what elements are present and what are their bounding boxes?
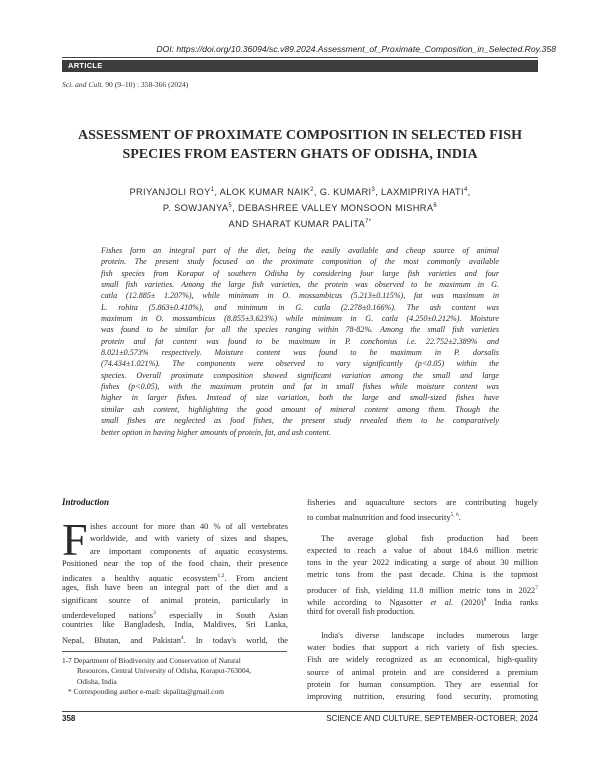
body-line [307, 582, 538, 594]
body-line: Positioned near the top of the food chain, their presence [62, 558, 288, 568]
author-list [62, 183, 538, 231]
citation-volume: 90 (9–10) : 358-366 (2024) [103, 80, 189, 89]
ref-mark: 5, 6 [450, 512, 459, 519]
citation-journal: Sci. and Cult. [62, 80, 104, 89]
doi-line: DOI: https://doi.org/10.36094/sc.v89.2024.Assessment_of_Proximate_Composition_in_Selected.Roy.358 [156, 44, 556, 54]
abstract-line: was found to be similar for all the species ranging within 78-82%. Among the small fish varieties [101, 325, 499, 335]
author-name: SHARAT KUMAR PALITA [252, 219, 366, 230]
body-text: while according to Ngasotter [307, 597, 423, 607]
footnote-rule [62, 651, 287, 652]
section-banner [62, 60, 538, 72]
abstract-line: protein and fat content was found to be maximum in P. conchonius i.e. 22.752±2.389% and [101, 336, 499, 346]
author-line: P. SOWJANYA$^5$, DEBASHREE VALLEY MONSOON MISHRA$^6$ [162, 203, 438, 214]
abstract-line: catla (12.885± 1.207%), while minimum in O. mossambicus (5.213±0.115%), fat was maximum in [101, 291, 499, 301]
body-text: Nepal, Bhutan, and Pakistan [62, 635, 181, 644]
body-line: improving nutrition, ensuring food security, promoting [307, 692, 538, 702]
abstract [101, 245, 499, 438]
body-line: Fish are widely recognized as an economical, high-quality [307, 655, 538, 665]
title-line: ASSESSMENT OF PROXIMATE COMPOSITION IN SELECTED FISH [78, 128, 522, 143]
author-name: P. SOWJANYA [162, 203, 229, 214]
abstract-line: 8.021±0.573% respectively. Moisture content was found to be maximum in P. dorsalis [101, 348, 499, 358]
author-name: DEBASHREE VALLEY MONSOON MISHRA [237, 203, 434, 214]
body-text: underdeveloped nations [62, 610, 154, 620]
body-line: India's diverse landscape includes numerous large [321, 630, 538, 640]
body-text: (2020) [453, 597, 484, 607]
body-line [62, 570, 288, 582]
author-line [62, 215, 538, 231]
body-text: India ranks [486, 597, 538, 607]
body-line: fisheries and aquaculture sectors are contributing hugely [307, 498, 538, 507]
ref-mark: 7 [535, 584, 538, 591]
author-affil-mark: 3 [371, 187, 376, 193]
author-name: PRIYANJOLI ROY [129, 187, 211, 198]
abstract-line: protein. The present study focused on the proximate composition of the most commonly available [101, 257, 499, 267]
paragraph-gap [307, 522, 538, 533]
author-name: G. KUMARI [319, 187, 372, 198]
body-text: to combat malnutrition and food insecurity [307, 513, 451, 522]
body-line [307, 594, 538, 606]
body-line: protein for human consumption. They are essential for [307, 679, 538, 689]
page-number: 358 [62, 714, 76, 723]
body-line: third for overall fish production. [307, 607, 416, 617]
body-line [62, 632, 288, 644]
footnote-line: Odisha, India [77, 676, 117, 686]
intro-left-column [62, 497, 288, 644]
body-line: metric tons from the past decade. China is the topmost [307, 570, 538, 580]
author-name: LAXMIPRIYA HATI [381, 187, 464, 198]
author-affil-mark: 5 [228, 203, 233, 210]
body-line: significant source of animal protein, particularly in [62, 595, 288, 605]
footnote-line: 1-7 Department of Biodiversity and Conservation of Natural [62, 656, 241, 665]
paper-title [62, 126, 538, 164]
body-line: ages, fish have been an integral part of the diet and a [62, 583, 288, 593]
header-rule [62, 57, 538, 58]
abstract-line: similar ash content, highlighting the good amount of mineral content among them. Though the [101, 404, 499, 414]
footer-rule [62, 711, 538, 712]
body-line: are important components of aquatic ecosystems. [90, 546, 288, 556]
ref-mark: 4 [180, 634, 184, 641]
abstract-line: L. rohita (5.863±0.410%), and minimum in G. catla (2.278±0.166%). The ash content was [101, 302, 499, 312]
journal-issue: SCIENCE AND CULTURE, SEPTEMBER-OCTOBER, 2024 [326, 714, 538, 723]
ref-mark: 3 [153, 610, 156, 617]
citation-line [62, 80, 188, 89]
body-line: countries like Bangladesh, India, Maldives, Sri Lanka, [62, 620, 288, 630]
body-text: . In today's world, the [183, 635, 288, 644]
author-affil-mark: 7* [365, 219, 372, 226]
abstract-line: Fishes form an integral part of the diet, being the easily available and cheap source of animal [101, 246, 499, 255]
ref-mark: 1,2 [217, 573, 225, 580]
body-text: producer of fish, yielding 11.8 million metric tons in 2022 [307, 585, 536, 595]
body-line [307, 509, 538, 521]
body-line [62, 607, 288, 619]
footnotes [62, 656, 288, 697]
abstract-line: better option in having higher amounts of protein, fat, and ash content. [101, 427, 331, 437]
dropcap: F [62, 514, 88, 565]
body-text: . [458, 513, 461, 522]
body-line: ishes account for more than 40 % of all vertebrates [90, 522, 288, 531]
abstract-line: higher in larger fishes. Instead of size variation, both the large and small-sized fishes have [101, 393, 499, 403]
ref-mark: 8 [483, 597, 487, 604]
author-affil-mark: 4 [463, 187, 468, 193]
abstract-line: fish species from Koraput of southern Odisha by considering four large fish varieties and four [101, 268, 499, 278]
author-affil-mark: 2 [310, 187, 314, 193]
abstract-line: species. Overall proximate composition showed significant variation among the small and large [101, 370, 499, 380]
body-line: worldwide, and with variety of sizes and shapes, [90, 534, 288, 544]
body-line: source of animal protein and are considered a premium [307, 667, 538, 677]
title-line: SPECIES FROM EASTERN GHATS OF ODISHA, INDIA [122, 147, 478, 162]
author-affil-mark: 1 [210, 187, 215, 193]
section-label: ARTICLE [68, 61, 103, 70]
section-heading: Introduction [62, 497, 110, 507]
abstract-line: small fish varieties. Among the large fish varieties, the protein was observed to be maximum in G. [101, 280, 499, 290]
body-text: especially in South Asian [155, 610, 288, 620]
body-line: tons in the year 2022 indicating a surge of about 30 million [307, 558, 538, 568]
body-line: water bodies that support a rich variety of fish species. [307, 642, 538, 652]
author-line: PRIYANJOLI ROY$^1$, ALOK KUMAR NAIK$^2$, G. KUMARI$^3$, LAXMIPRIYA HATI$^4$, [129, 187, 471, 198]
body-text: . From ancient [224, 573, 288, 583]
abstract-line: small fishes are neglected as food fishes, the present study revealed them to be comparatively [101, 416, 499, 426]
body-line: The average global fish production had been [321, 533, 538, 543]
body-line: expected to reach a value of about 184.6 million metric [307, 545, 538, 555]
author-name: ALOK KUMAR NAIK [219, 187, 311, 198]
author-and: AND [228, 219, 253, 230]
intro-right-column [307, 497, 538, 703]
paragraph-gap [307, 619, 538, 630]
body-text: et al. [430, 597, 454, 607]
footnote-line: Resources, Central University of Odisha, Koraput-763004, [77, 666, 252, 676]
body-text: indicates a healthy aquatic ecosystem [62, 573, 218, 583]
footnote-line: * Corresponding author e-mail: skpalita@gmail.com [68, 686, 225, 696]
abstract-line: maximum in O. mossambicus (8.855±3.623%) while minimum in G. catla (4.250±0.212%). Moisture [101, 314, 499, 324]
author-affil-mark: 6 [433, 203, 438, 210]
abstract-line: fishes (p<0.05), with the maximum protein and fat in small fishes while moisture content was [101, 382, 499, 392]
abstract-line: (74.434±1.021%). The components were observed to vary significantly (p<0.05) within the [101, 359, 499, 369]
